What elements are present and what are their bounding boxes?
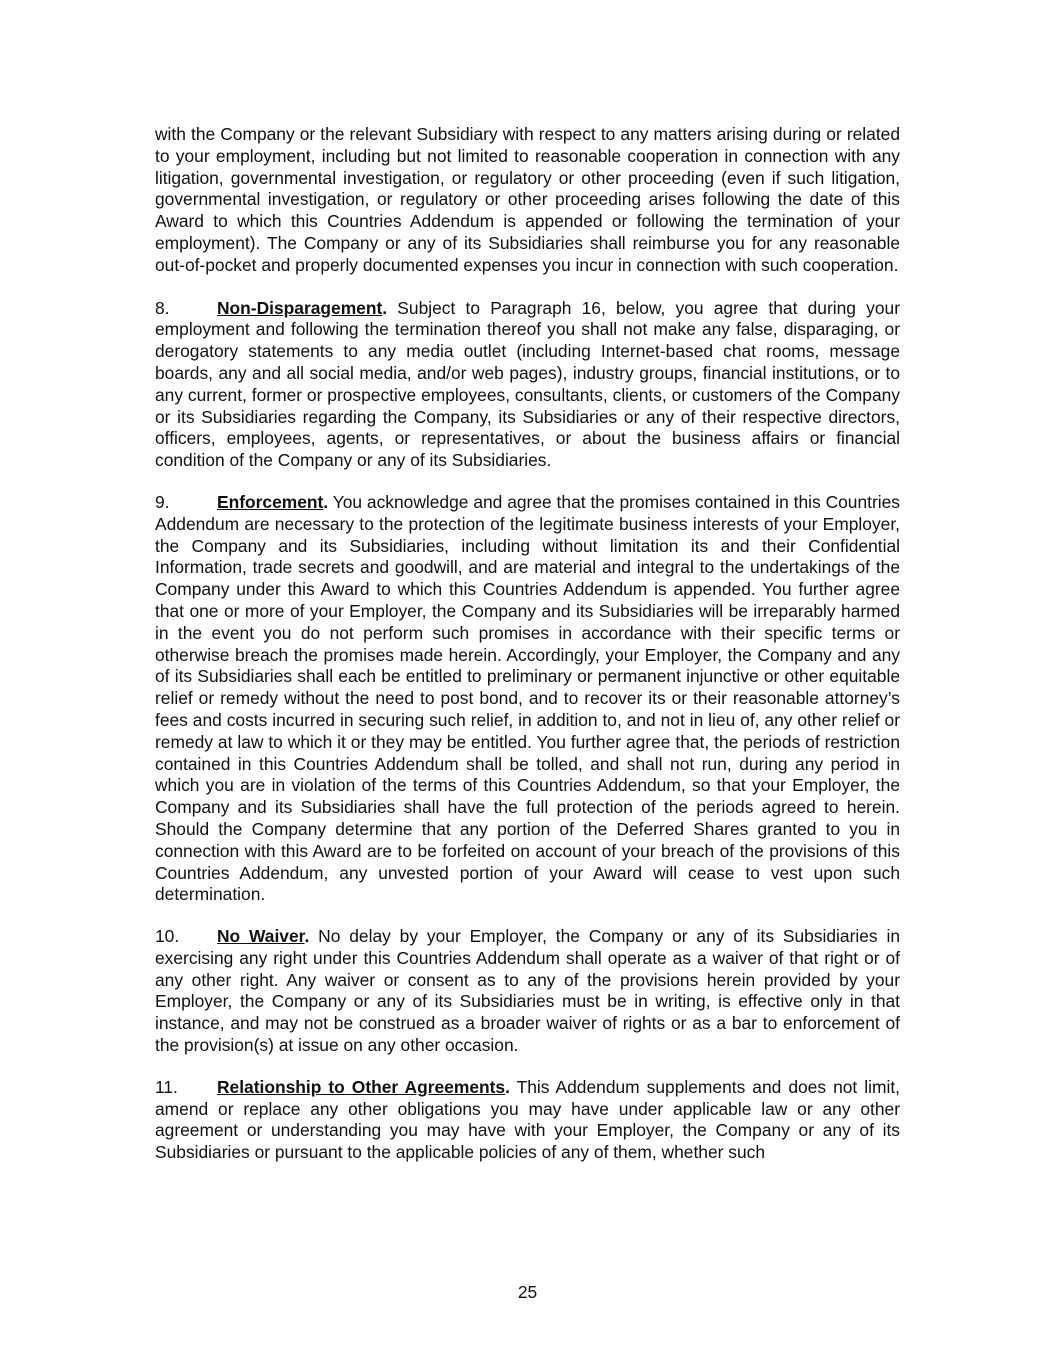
section-heading: Enforcement	[217, 491, 324, 512]
section-body: This Addendum supplements and does not limit, amend or replace any other obligations you may have under applicable law or any other agreement or understanding you may have with your Employer, the Company or any of its Subsidiaries or pursuant to the applicable policies of any of them, whether such	[155, 1076, 900, 1163]
section-heading-period: .	[382, 297, 388, 318]
section-number: 11.	[155, 1076, 178, 1097]
section-number: 10.	[155, 926, 180, 947]
section-10-paragraph	[155, 926, 900, 1057]
section-body: You acknowledge and agree that the promises contained in this Countries Addendum are necessary to the protection of the legitimate business interests of your Employer, the Company and its Subsidiaries, including without limitation its and their Confidential Information, trade secrets and goodwill, and are material and integral to the undertakings of the Company under this Award to which this Countries Addendum is appended. You further agree that one or more of your Employer, the Company and its Subsidiaries will be irreparably harmed in the event you do not perform such promises in accordance with their specific terms or otherwise breach the promises made herein. Accordingly, your Employer, the Company and any of its Subsidiaries shall each be entitled to preliminary or permanent injunctive or other equitable relief or remedy without the need to post bond, and to recover its or their reasonable attorney’s fees and costs incurred in securing such relief, in addition to, and not in lieu of, any other relief or remedy at law to which it or they may be entitled. You further agree that, the periods of restriction contained in this Countries Addendum shall be tolled, and shall not run, during any period in which you are in violation of the terms of this Countries Addendum, so that your Employer, the Company and its Subsidiaries shall have the full protection of the periods agreed to herein. Should the Company determine that any portion of the Deferred Shares granted to you in connection with this Award are to be forfeited on account of your breach of the provisions of this Countries Addendum, any unvested portion of your Award will cease to vest upon such determination.	[155, 491, 900, 905]
section-number: 8.	[155, 297, 170, 318]
section-heading-period: .	[304, 926, 310, 947]
section-heading-period: .	[505, 1076, 510, 1097]
section-heading-period: .	[323, 491, 329, 512]
section-heading: Non-Disparagement	[217, 297, 383, 318]
page-number: 25	[517, 1282, 538, 1302]
intro-paragraph: with the Company or the relevant Subsidiary with respect to any matters arising during or related to your employment, including but not limited to reasonable cooperation in connection with any litigation, governmental investigation, or regulatory or other proceeding (even if such litigation, governmental investigation, or regulatory or other proceeding arises following the date of this Award to which this Countries Addendum is appended or following the termination of your employment). The Company or any of its Subsidiaries shall reimburse you for any reasonable out-of-pocket and properly documented expenses you incur in connection with such cooperation.	[155, 124, 900, 275]
section-8-paragraph	[155, 298, 900, 472]
document-page	[155, 124, 900, 1184]
section-body: Subject to Paragraph 16, below, you agree that during your employment and following the termination thereof you shall not make any false, disparaging, or derogatory statements to any media outlet (including Internet-based chat rooms, message boards, any and all social media, and/or web pages), industry groups, financial institutions, or to any current, former or prospective employees, consultants, clients, or customers of the Company or its Subsidiaries regarding the Company, its Subsidiaries or any of their respective directors, officers, employees, agents, or representatives, or about the business affairs or financial condition of the Company or any of its Subsidiaries.	[155, 297, 900, 471]
section-number: 9.	[155, 491, 170, 512]
section-body: No delay by your Employer, the Company or any of its Subsidiaries in exercising any right under this Countries Addendum shall operate as a waiver of that right or of any other right. Any waiver or consent as to any of the provisions herein provided by your Employer, the Company or any of its Subsidiaries must be in writing, is effective only in that instance, and may not be construed as a broader waiver of rights or as a bar to enforcement of the provision(s) at issue on any other occasion.	[155, 926, 901, 1056]
section-heading: No Waiver	[217, 926, 305, 947]
section-11-paragraph	[155, 1077, 900, 1164]
section-9-paragraph	[155, 492, 900, 906]
section-heading: Relationship to Other Agreements	[217, 1076, 506, 1097]
